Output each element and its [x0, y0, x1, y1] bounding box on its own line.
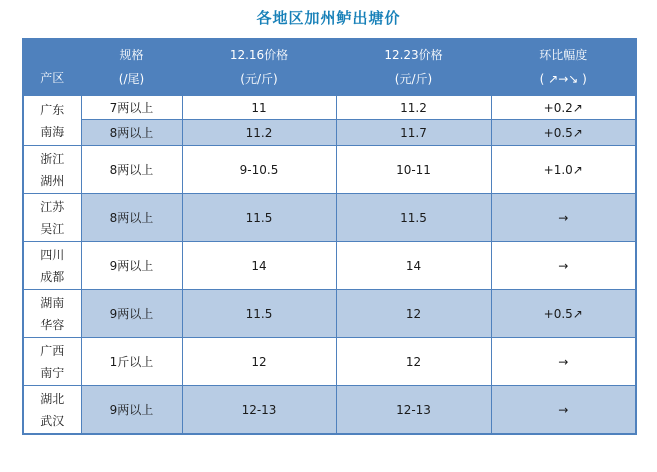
table-row — [23, 120, 636, 146]
price-1223-cell: 10-11 — [336, 146, 491, 194]
col-header-price-1223: 12.23价格 (元/斤) — [336, 39, 491, 96]
price-1223-cell: 12 — [336, 338, 491, 386]
table-row — [23, 338, 636, 386]
region-cell: 浙江 湖州 — [23, 146, 81, 194]
spec-cell: 9两以上 — [81, 242, 182, 290]
col-header-change: 环比幅度 ( ↗→↘ ) — [491, 39, 636, 96]
change-cell: → — [491, 242, 636, 290]
price-1216-cell: 11 — [182, 96, 336, 120]
table-row — [23, 96, 636, 120]
region-cell: 四川 成都 — [23, 242, 81, 290]
table-row — [23, 290, 636, 338]
col-header-region: 产区 — [23, 39, 81, 96]
price-1223-cell: 12 — [336, 290, 491, 338]
spec-cell: 8两以上 — [81, 194, 182, 242]
change-cell: → — [491, 386, 636, 435]
col-header-price-1216: 12.16价格 (元/斤) — [182, 39, 336, 96]
table-row — [23, 146, 636, 194]
table-row — [23, 242, 636, 290]
region-cell: 湖南 华容 — [23, 290, 81, 338]
region-cell: 江苏 吴江 — [23, 194, 81, 242]
table-header — [23, 39, 636, 96]
price-1216-cell: 9-10.5 — [182, 146, 336, 194]
pond-price-table — [22, 38, 637, 435]
price-1216-cell: 11.5 — [182, 194, 336, 242]
region-cell: 湖北 武汉 — [23, 386, 81, 435]
col-header-spec: 规格 (/尾) — [81, 39, 182, 96]
price-1216-cell: 14 — [182, 242, 336, 290]
spec-cell: 7两以上 — [81, 96, 182, 120]
change-cell: → — [491, 194, 636, 242]
region-cell: 广东 南海 — [23, 96, 81, 146]
table-row — [23, 194, 636, 242]
table-row — [23, 386, 636, 435]
spec-cell: 8两以上 — [81, 120, 182, 146]
price-1223-cell: 11.7 — [336, 120, 491, 146]
spec-cell: 8两以上 — [81, 146, 182, 194]
price-1223-cell: 11.5 — [336, 194, 491, 242]
price-1216-cell: 11.2 — [182, 120, 336, 146]
change-cell: +0.2↗ — [491, 96, 636, 120]
change-cell: +0.5↗ — [491, 120, 636, 146]
spec-cell: 9两以上 — [81, 386, 182, 435]
change-cell: +1.0↗ — [491, 146, 636, 194]
price-1216-cell: 12-13 — [182, 386, 336, 435]
price-1216-cell: 11.5 — [182, 290, 336, 338]
change-cell: +0.5↗ — [491, 290, 636, 338]
page-title: 各地区加州鲈出塘价 — [256, 9, 401, 27]
spec-cell: 9两以上 — [81, 290, 182, 338]
spec-cell: 1斤以上 — [81, 338, 182, 386]
change-cell: → — [491, 338, 636, 386]
region-cell: 广西 南宁 — [23, 338, 81, 386]
price-1223-cell: 14 — [336, 242, 491, 290]
price-1216-cell: 12 — [182, 338, 336, 386]
price-1223-cell: 11.2 — [336, 96, 491, 120]
price-1223-cell: 12-13 — [336, 386, 491, 435]
